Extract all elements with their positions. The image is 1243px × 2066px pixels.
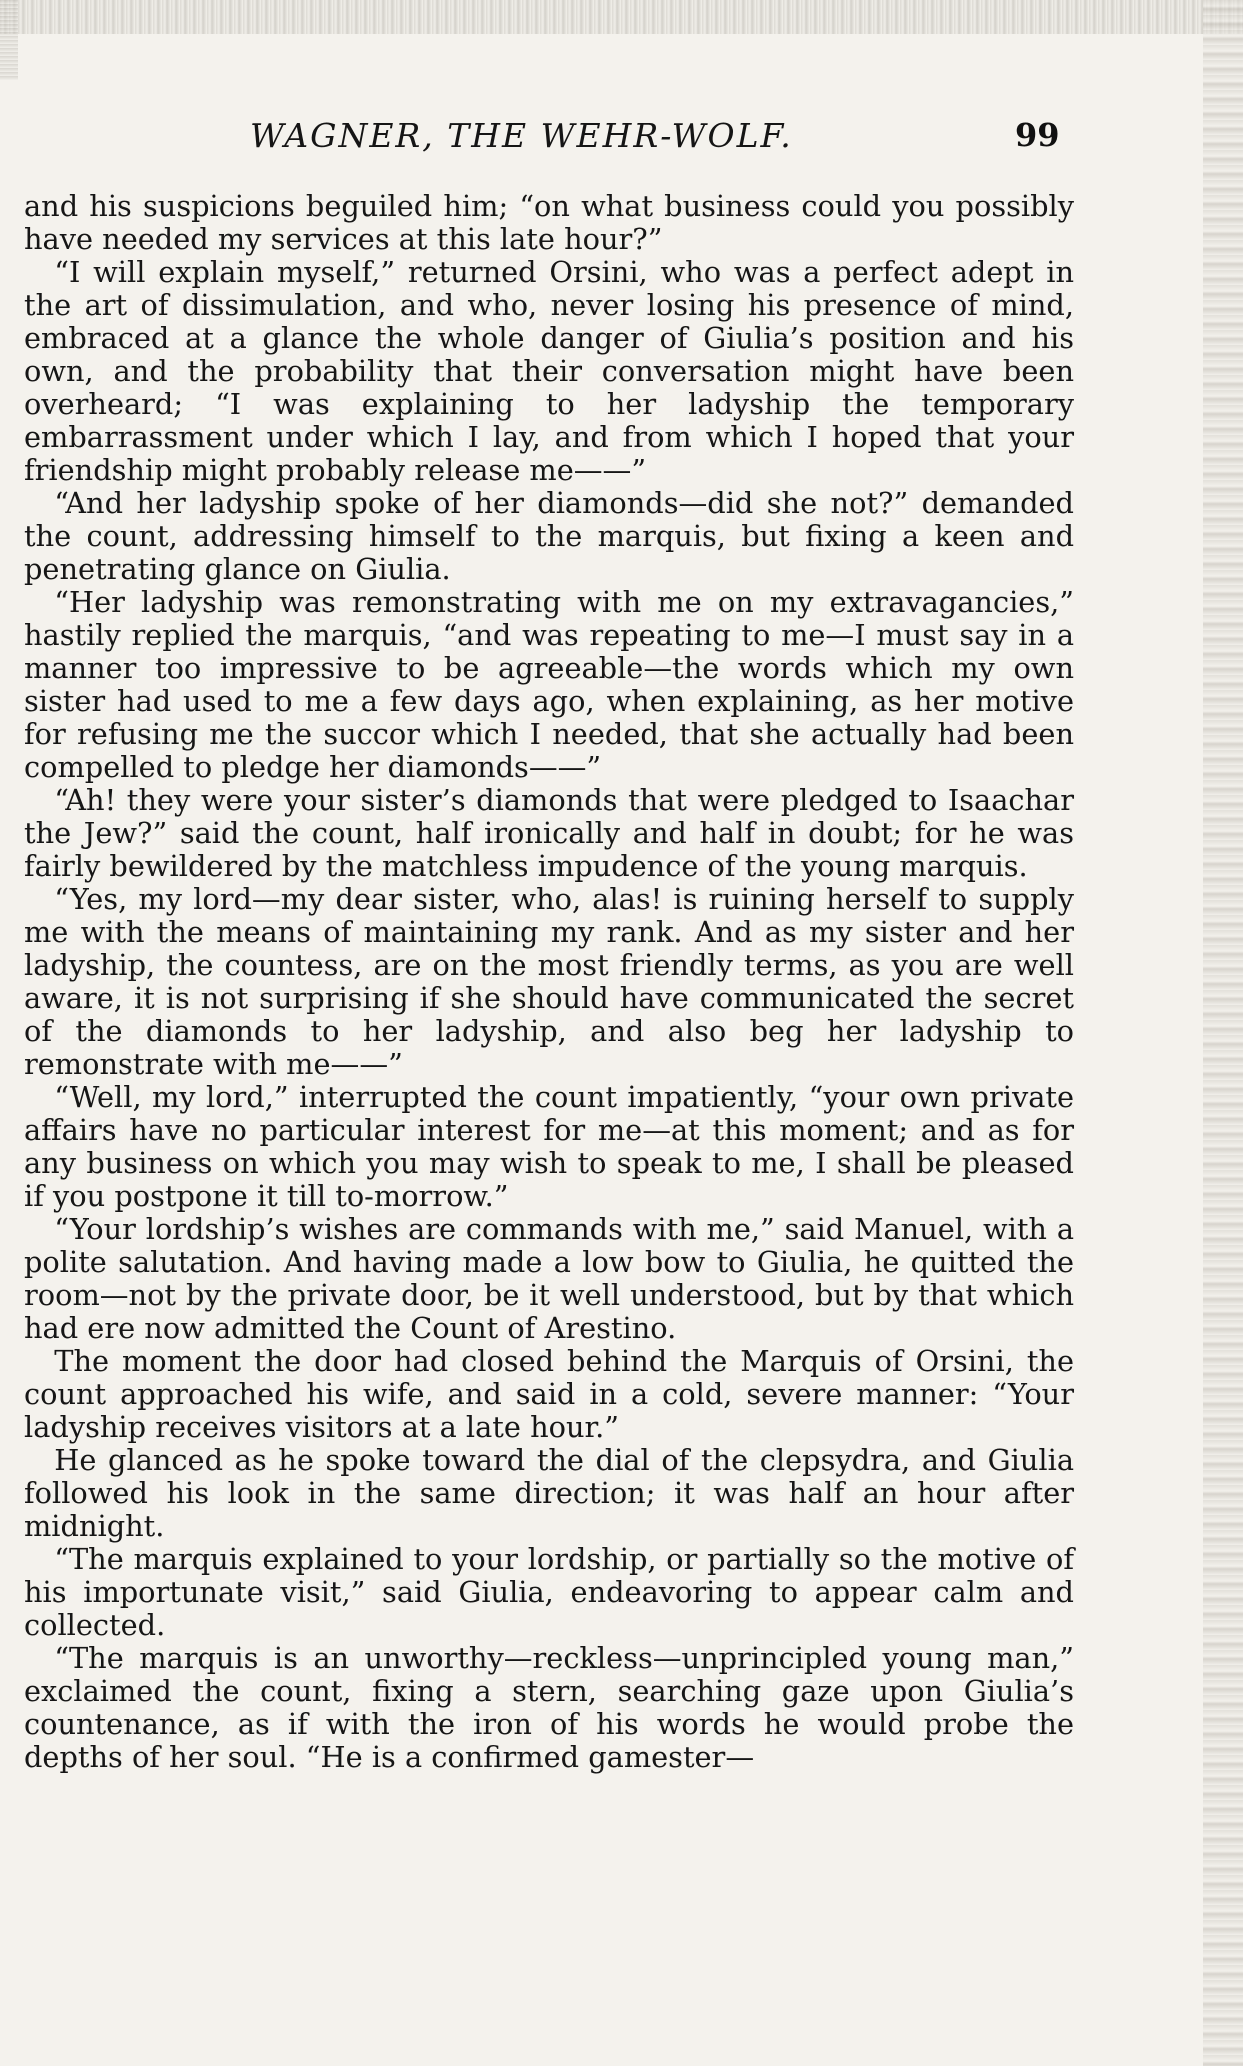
paragraph: “The marquis is an unworthy—reckless—unprincipled young man,” exclaimed the count, fixing a stern, searching gaze upon Giulia’s countenance, as if with the iron of his words he would probe the depths of her soul. “He is a confirmed gamester— [24,1641,1074,1774]
running-title: WAGNER, THE WEHR-WOLF. [250,116,793,155]
paragraph: “The marquis explained to your lordship, or partially so the motive of his importunate visit,” said Giulia, endeavoring to appear calm and collected. [24,1542,1074,1642]
paragraph: “Well, my lord,” interrupted the count impatiently, “your own private affairs have no particular interest for me—at this moment; and as for any business on which you may wish to speak to me, I shall be pleased if you postpone it till to-morrow.” [24,1080,1074,1213]
paragraph: “I will explain myself,” returned Orsini, who was a perfect adept in the art of dissimulation, and who, never losing his presence of mind, embraced at a glance the whole danger of Giulia’s position and his own, and the probability that their conversation might have been overheard; “I was explaining to her ladyship the temporary embarrassment under which I lay, and from which I hoped that your friendship might probably release me——” [24,255,1074,487]
paragraph: “Her ladyship was remonstrating with me on my extravagancies,” hastily replied the marquis, “and was repeating to me—I must say in a manner too impressive to be agreeable—the words which my own sister had used to me a few days ago, when explaining, as her motive for refusing me the succor which I needed, that she actually had been compelled to pledge her diamonds——” [24,585,1074,784]
paragraph: “Yes, my lord—my dear sister, who, alas! is ruining herself to supply me with the means of maintaining my rank. And as my sister and her ladyship, the countess, are on the most friendly terms, as you are well aware, it is not surprising if she should have communicated the secret of the diamonds to her ladyship, and also beg her ladyship to remonstrate with me——” [24,882,1074,1081]
paragraph: “Your lordship’s wishes are commands with me,” said Manuel, with a polite salutation. And having made a low bow to Giulia, he quitted the room—not by the private door, be it well understood, but by that which had ere now admitted the Count of Arestino. [24,1212,1074,1345]
page-right-edge [1203,0,1243,2066]
page-left-edge [0,0,18,80]
paragraph: The moment the door had closed behind the Marquis of Orsini, the count approached his wife, and said in a cold, severe manner: “Your ladyship receives visitors at a late hour.” [24,1344,1074,1444]
paragraph: and his suspicions beguiled him; “on what business could you possibly have needed my services at this late hour?” [24,189,1074,256]
paragraph: He glanced as he spoke toward the dial of the clepsydra, and Giulia followed his look in the same direction; it was half an hour after midnight. [24,1443,1074,1543]
paragraph: “Ah! they were your sister’s diamonds that were pledged to Isaachar the Jew?” said the count, half ironically and half in doubt; for he was fairly bewildered by the matchless impudence of the young marquis. [24,783,1074,883]
body-text [24,190,1074,1774]
page-number: 99 [1015,116,1060,154]
paragraph: “And her ladyship spoke of her diamonds—did she not?” demanded the count, addressing himself to the marquis, but fixing a keen and penetrating glance on Giulia. [24,486,1074,586]
page-top-edge [0,0,1243,34]
